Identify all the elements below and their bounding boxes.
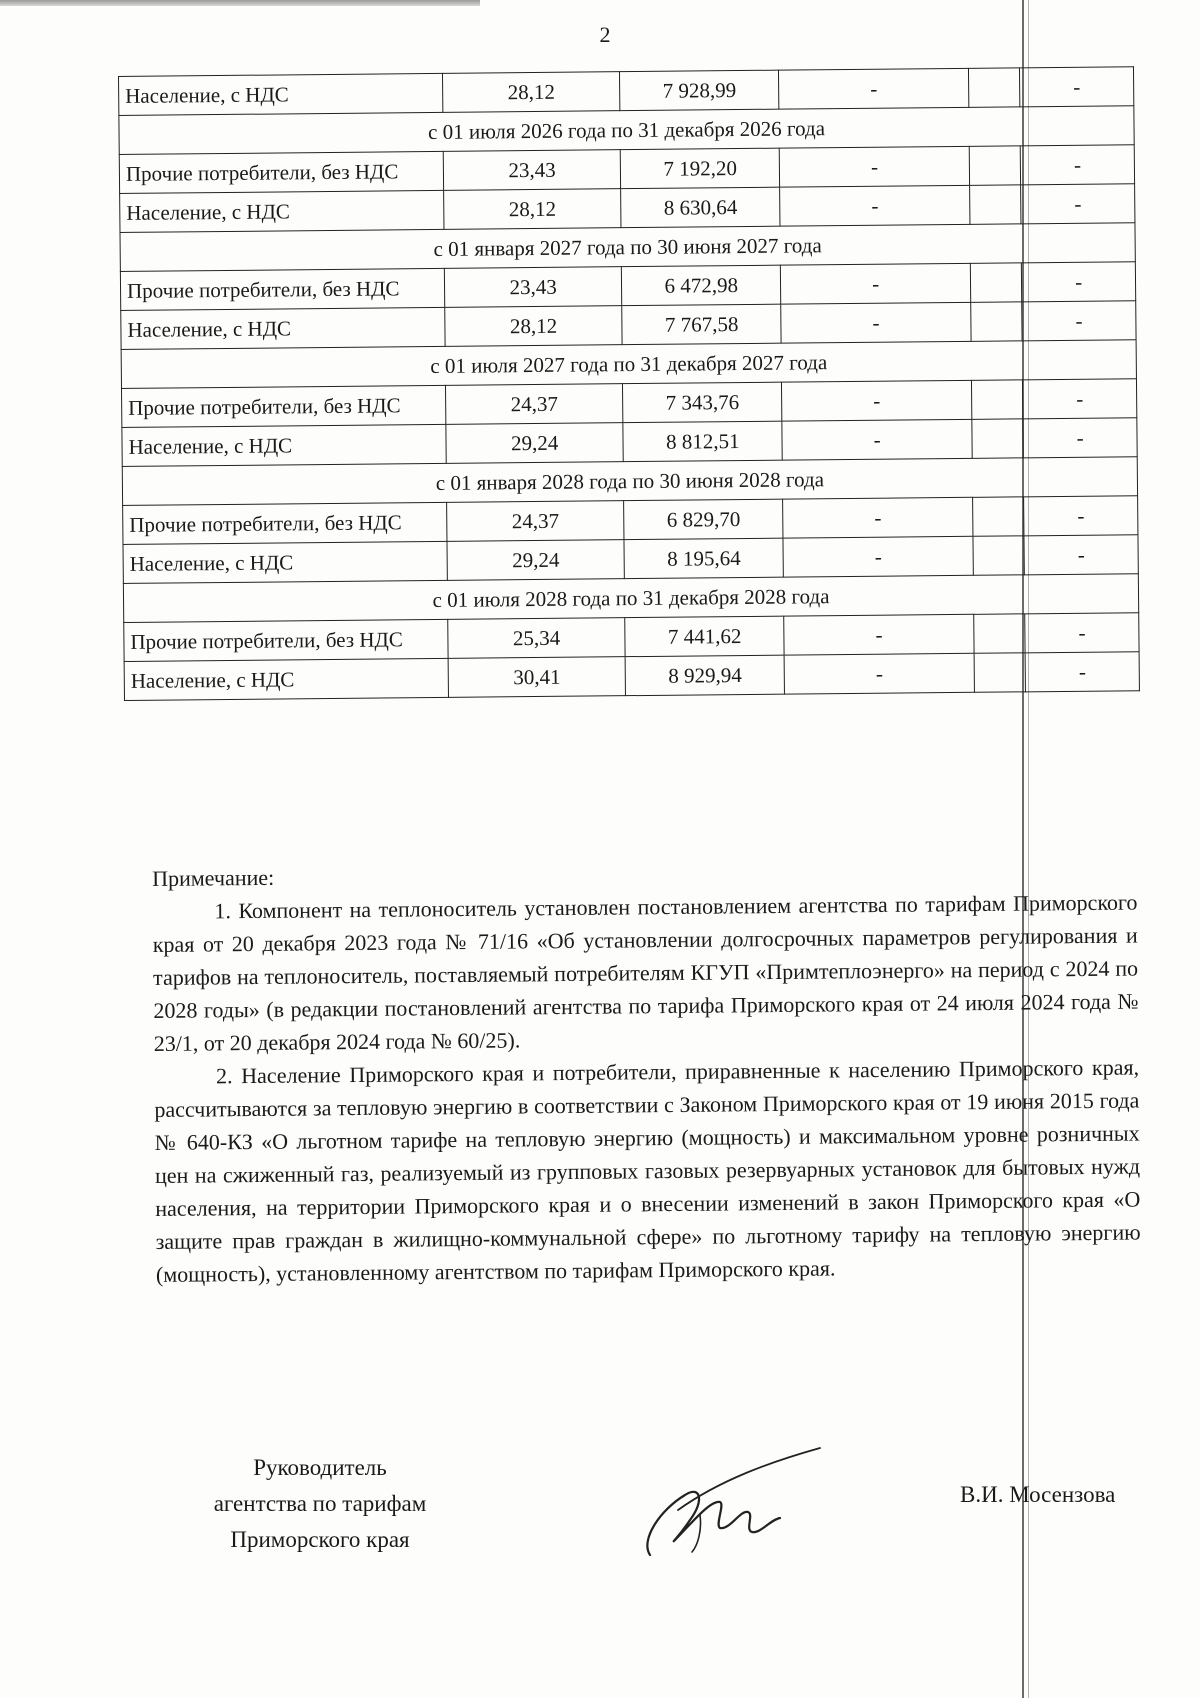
table-row [124, 652, 1139, 701]
dash-cell: - [784, 614, 974, 655]
dash-cell: - [1025, 652, 1139, 692]
rate-value-cell: 23,43 [444, 267, 622, 308]
signatory-position-line-3: Приморского края [230, 1527, 410, 1552]
empty-cell [973, 536, 1025, 575]
rate-value-cell: 24,37 [445, 384, 623, 425]
rate-value-cell: 28,12 [444, 189, 622, 230]
empty-cell [974, 653, 1026, 692]
signatory-position [170, 1450, 470, 1558]
tariff-table-body [119, 67, 1140, 701]
rate-value-cell: 29,24 [447, 540, 625, 581]
power-value-cell: 8 630,64 [621, 187, 780, 228]
consumer-label-cell: Население, с НДС [121, 307, 445, 349]
empty-cell [971, 302, 1023, 341]
dash-cell: - [1025, 613, 1139, 653]
handwritten-signature [630, 1440, 830, 1570]
dash-cell: - [1023, 418, 1137, 458]
rate-value-cell: 28,12 [445, 306, 623, 347]
dash-cell: - [1024, 496, 1138, 536]
note-paragraph-1: 1. Компонент на теплоноситель установлен постановлением агентства по тарифам Приморского края от 20 декабря 2023 года № 71/16 «Об установлении долгосрочных параметров регулирования и тарифов на теплоноситель, поставляемый потребителям КГУП «Примтеплоэнерго» на период с 2024 по 2028 годы» (в редакции постановлений агентства по тарифа Приморского края от 24 июля 2024 года № 23/1, от 20 декабря 2024 года № 60/25). [152, 889, 1139, 1056]
consumer-label-cell: Прочие потребители, без НДС [121, 385, 445, 427]
empty-cell [972, 380, 1024, 419]
page-number: 2 [599, 22, 611, 47]
rate-value-cell: 25,34 [448, 618, 626, 659]
dash-cell: - [1021, 145, 1135, 185]
consumer-label-cell: Прочие потребители, без НДС [119, 151, 443, 193]
empty-cell [969, 146, 1021, 185]
rate-value-cell: 23,43 [443, 150, 621, 191]
empty-cell [972, 419, 1024, 458]
signatory-position-line-1: Руководитель [253, 1455, 387, 1480]
signatory-name: В.И. Мосензова [960, 1482, 1116, 1507]
power-value-cell: 6 472,98 [622, 265, 781, 306]
note-title: Примечание: [152, 864, 275, 891]
dash-cell: - [780, 185, 970, 226]
tariff-table [118, 66, 1140, 701]
note-paragraph-2: 2. Население Приморского края и потребители, приравненные к населению Приморского края, рассчитываются за тепловую энергию в соответствии с Законом Приморского края от 19 июня 2015 года № 640-КЗ «О льготном тарифе на тепловую энергию (мощность) и максимальном уровне розничных цен на сжиженный газ, реализуемый из групповых газовых резервуарных установок для бытовых нужд населения, на территории Приморского края и о внесении изменений в закон Приморского края «О защите прав граждан в жилищно-коммунальной сфере» по льготному тарифу на тепловую энергию (мощность), установленному агентством по тарифам Приморского края. [154, 1054, 1141, 1287]
empty-cell [974, 614, 1026, 653]
power-value-cell: 7 343,76 [623, 382, 782, 423]
period-heading: с 01 июля 2027 года по 31 декабря 2027 года [121, 340, 1136, 389]
empty-cell [971, 263, 1023, 302]
rate-value-cell: 30,41 [448, 657, 626, 698]
dash-cell: - [779, 146, 969, 187]
consumer-label-cell: Прочие потребители, без НДС [123, 502, 447, 544]
dash-cell: - [782, 419, 972, 460]
power-value-cell: 8 812,51 [623, 421, 782, 462]
power-value-cell: 7 192,20 [621, 148, 780, 189]
note-block [152, 853, 1141, 1291]
dash-cell: - [784, 653, 974, 694]
consumer-label-cell: Население, с НДС [120, 190, 444, 232]
empty-cell [973, 497, 1025, 536]
power-value-cell: 8 195,64 [624, 538, 783, 579]
dash-cell: - [783, 536, 973, 577]
consumer-label-cell: Население, с НДС [124, 658, 448, 700]
period-heading: с 01 января 2027 года по 30 июня 2027 года [120, 223, 1135, 272]
period-heading: с 01 июля 2028 года по 31 декабря 2028 года [123, 574, 1138, 623]
consumer-label-cell: Прочие потребители, без НДС [120, 268, 444, 310]
rate-value-cell: 28,12 [442, 72, 620, 113]
empty-cell [970, 185, 1022, 224]
consumer-label-cell: Население, с НДС [122, 424, 446, 466]
power-value-cell: 7 767,58 [622, 304, 781, 345]
rate-value-cell: 24,37 [447, 501, 625, 542]
scan-edge-shadow [0, 0, 480, 6]
consumer-label-cell: Население, с НДС [119, 73, 443, 115]
empty-cell [969, 68, 1021, 107]
dash-cell: - [781, 302, 971, 343]
dash-cell: - [783, 497, 973, 538]
consumer-label-cell: Население, с НДС [123, 541, 447, 583]
dash-cell: - [1022, 301, 1136, 341]
dash-cell: - [1023, 379, 1137, 419]
consumer-label-cell: Прочие потребители, без НДС [124, 619, 448, 661]
period-heading: с 01 января 2028 года по 30 июня 2028 года [122, 457, 1137, 506]
dash-cell: - [1021, 184, 1135, 224]
power-value-cell: 8 929,94 [625, 655, 784, 696]
dash-cell: - [781, 263, 971, 304]
power-value-cell: 6 829,70 [624, 499, 783, 540]
dash-cell: - [779, 68, 969, 109]
rate-value-cell: 29,24 [446, 423, 624, 464]
dash-cell: - [1022, 262, 1136, 302]
dash-cell: - [782, 380, 972, 421]
signatory-position-line-2: агентства по тарифам [213, 1491, 427, 1516]
tariff-table-wrapper [118, 66, 1140, 701]
power-value-cell: 7 928,99 [620, 70, 779, 111]
dash-cell: - [1024, 535, 1138, 575]
dash-cell: - [1020, 67, 1134, 107]
period-heading: с 01 июля 2026 года по 31 декабря 2026 года [119, 106, 1134, 155]
power-value-cell: 7 441,62 [625, 616, 784, 657]
